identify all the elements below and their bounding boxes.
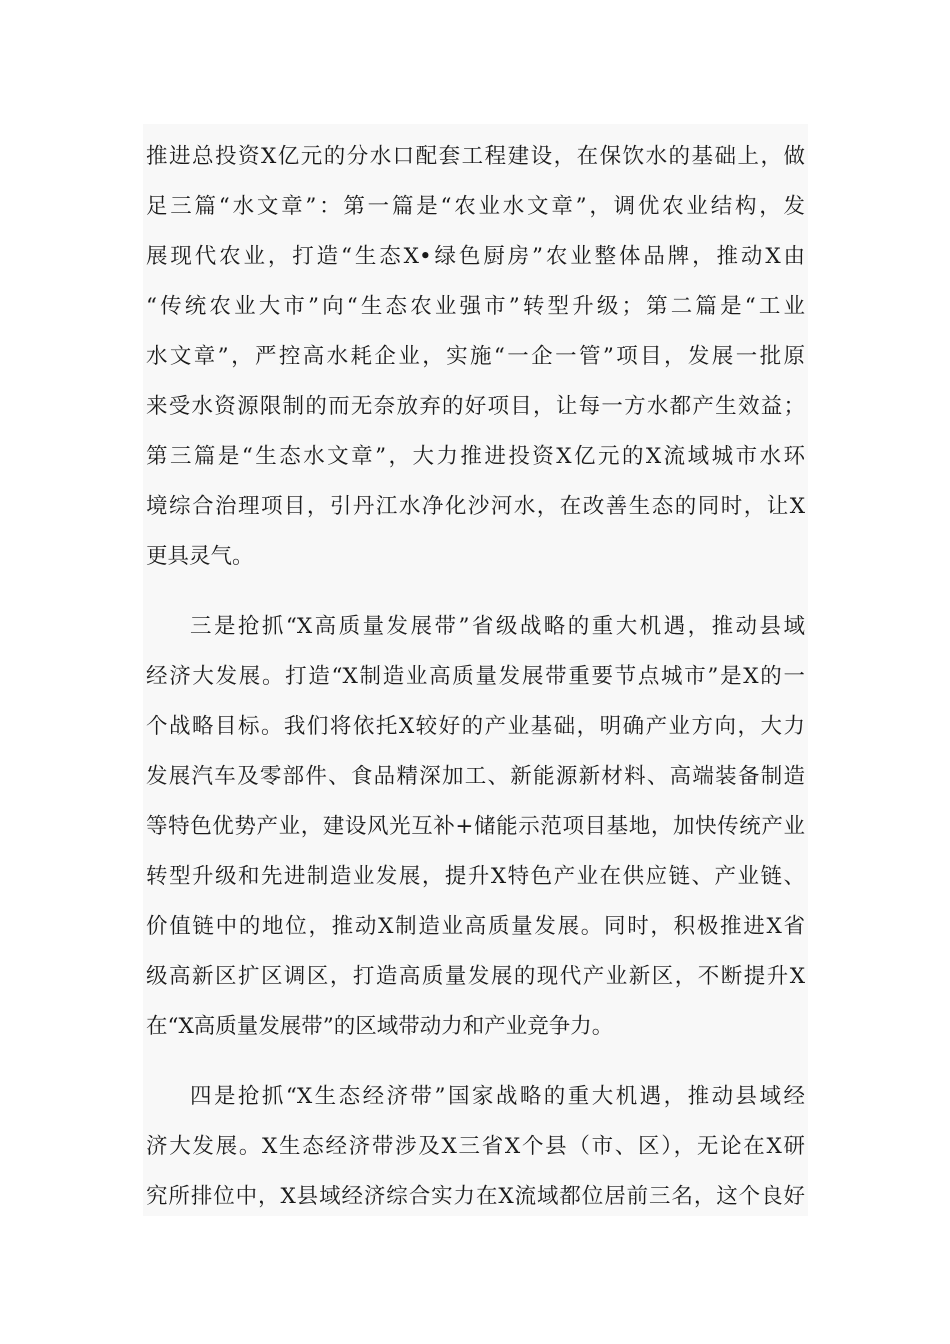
paragraph-gap [143, 582, 808, 602]
text-line: 来受水资源限制的而无奈放弃的好项目，让每一方水都产生效益； [146, 394, 805, 419]
text-line: 发展汽车及零部件、食品精深加工、新能源新材料、高端装备制造 [146, 764, 805, 789]
text-line: 推进总投资X亿元的分水口配套工程建设，在保饮水的基础上，做 [146, 144, 805, 169]
text-line: 价值链中的地位，推动X制造业高质量发展。同时，积极推进X省 [146, 914, 805, 939]
document-text-block [143, 124, 808, 1216]
text-line: 三是抢抓“X高质量发展带”省级战略的重大机遇，推动县域 [190, 614, 805, 639]
text-line: 在“X高质量发展带”的区域带动力和产业竞争力。 [146, 1014, 614, 1039]
text-line: 水文章”，严控高水耗企业，实施“一企一管”项目，发展一批原 [146, 344, 805, 369]
text-line: “传统农业大市”向“生态农业强市”转型升级；第二篇是“工业 [146, 294, 805, 319]
text-line: 境综合治理项目，引丹江水净化沙河水，在改善生态的同时，让X [146, 494, 805, 519]
text-line: 展现代农业，打造“生态X•绿色厨房”农业整体品牌，推动X由 [146, 244, 805, 269]
text-line: 转型升级和先进制造业发展，提升X特色产业在供应链、产业链、 [146, 864, 805, 889]
paragraph-3 [143, 1072, 808, 1222]
text-line: 足三篇“水文章”：第一篇是“农业水文章”，调优农业结构，发 [146, 194, 805, 219]
text-line: 究所排位中，X县域经济综合实力在X流域都位居前三名，这个良好 [146, 1184, 805, 1209]
text-line: 等特色优势产业，建设风光互补+储能示范项目基地，加快传统产业 [146, 814, 805, 839]
paragraph-2 [143, 602, 808, 1052]
text-line: 级高新区扩区调区，打造高质量发展的现代产业新区，不断提升X [146, 964, 805, 989]
paragraph-1 [143, 132, 808, 582]
text-line: 第三篇是“生态水文章”，大力推进投资X亿元的X流域城市水环 [146, 444, 805, 469]
text-line: 个战略目标。我们将依托X较好的产业基础，明确产业方向，大力 [146, 714, 805, 739]
paragraph-gap [143, 1052, 808, 1072]
text-line: 经济大发展。打造“X制造业高质量发展带重要节点城市”是X的一 [146, 664, 805, 689]
text-line: 四是抢抓“X生态经济带”国家战略的重大机遇，推动县域经 [190, 1084, 805, 1109]
text-line: 济大发展。X生态经济带涉及X三省X个县（市、区），无论在X研 [146, 1134, 805, 1159]
text-line: 更具灵气。 [146, 544, 254, 569]
